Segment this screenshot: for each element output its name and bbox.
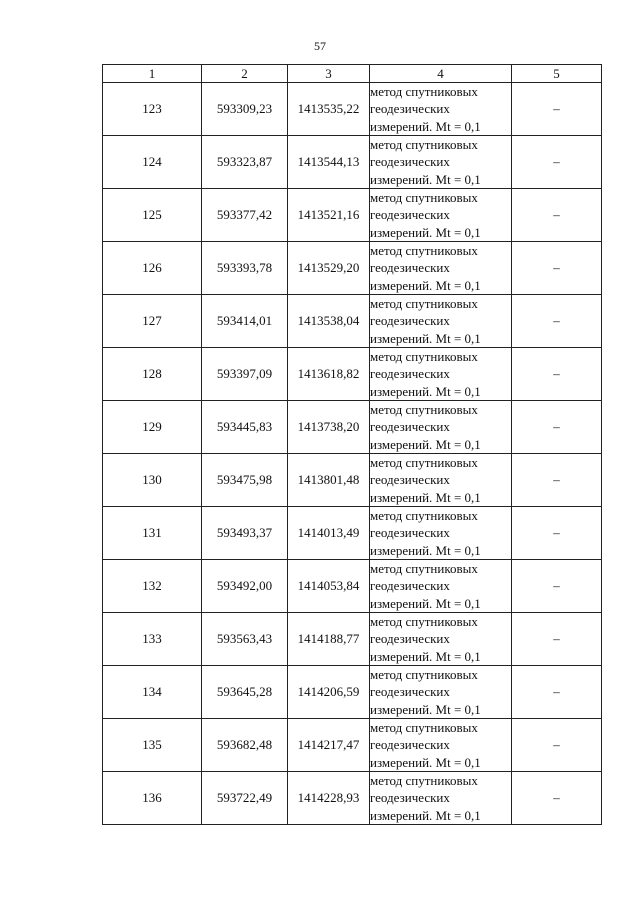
- x-coordinate-cell: 593323,87: [202, 136, 288, 189]
- table-row: [103, 719, 602, 772]
- table-row: [103, 83, 602, 136]
- note-cell: –: [512, 242, 602, 295]
- point-number-cell: 131: [103, 507, 202, 560]
- method-cell: [370, 295, 512, 348]
- method-text-line: метод спутниковых: [370, 190, 478, 206]
- x-coordinate-cell: 593682,48: [202, 719, 288, 772]
- table-row: [103, 507, 602, 560]
- note-cell: –: [512, 507, 602, 560]
- note-cell: –: [512, 454, 602, 507]
- method-text-line: метод спутниковых: [370, 614, 478, 630]
- x-coordinate-cell: 593493,37: [202, 507, 288, 560]
- column-header-2: 2: [202, 65, 288, 83]
- y-coordinate-cell: 1413618,82: [288, 348, 370, 401]
- point-number-cell: 135: [103, 719, 202, 772]
- x-coordinate-cell: 593397,09: [202, 348, 288, 401]
- method-text-line: измерений. Mt = 0,1: [370, 595, 481, 611]
- method-text-line: измерений. Mt = 0,1: [370, 383, 481, 399]
- x-coordinate-cell: 593445,83: [202, 401, 288, 454]
- method-text-line: геодезических: [370, 684, 450, 700]
- y-coordinate-cell: 1413738,20: [288, 401, 370, 454]
- note-cell: –: [512, 666, 602, 719]
- column-header-5: 5: [512, 65, 602, 83]
- method-text-line: измерений. Mt = 0,1: [370, 330, 481, 346]
- method-text-line: метод спутниковых: [370, 455, 478, 471]
- y-coordinate-cell: 1413521,16: [288, 189, 370, 242]
- table-row: [103, 136, 602, 189]
- method-text-line: метод спутниковых: [370, 296, 478, 312]
- method-cell: [370, 454, 512, 507]
- y-coordinate-cell: 1414217,47: [288, 719, 370, 772]
- method-text-line: измерений. Mt = 0,1: [370, 436, 481, 452]
- x-coordinate-cell: 593475,98: [202, 454, 288, 507]
- method-text-line: измерений. Mt = 0,1: [370, 118, 481, 134]
- method-text-line: измерений. Mt = 0,1: [370, 171, 481, 187]
- method-text-line: измерений. Mt = 0,1: [370, 277, 481, 293]
- column-header-4: 4: [370, 65, 512, 83]
- table-row: [103, 772, 602, 825]
- note-cell: –: [512, 719, 602, 772]
- method-cell: [370, 401, 512, 454]
- table-header-row: [103, 65, 602, 83]
- method-cell: [370, 83, 512, 136]
- point-number-cell: 132: [103, 560, 202, 613]
- note-cell: –: [512, 772, 602, 825]
- method-text-line: геодезических: [370, 419, 450, 435]
- point-number-cell: 125: [103, 189, 202, 242]
- x-coordinate-cell: 593393,78: [202, 242, 288, 295]
- x-coordinate-cell: 593309,23: [202, 83, 288, 136]
- method-text-line: измерений. Mt = 0,1: [370, 754, 481, 770]
- method-text-line: геодезических: [370, 154, 450, 170]
- method-text-line: метод спутниковых: [370, 349, 478, 365]
- method-text-line: геодезических: [370, 525, 450, 541]
- table-row: [103, 189, 602, 242]
- note-cell: –: [512, 295, 602, 348]
- method-cell: [370, 719, 512, 772]
- method-text-line: геодезических: [370, 578, 450, 594]
- y-coordinate-cell: 1414013,49: [288, 507, 370, 560]
- y-coordinate-cell: 1413544,13: [288, 136, 370, 189]
- coordinates-table: [102, 64, 602, 825]
- note-cell: –: [512, 189, 602, 242]
- note-cell: –: [512, 560, 602, 613]
- method-text-line: геодезических: [370, 101, 450, 117]
- method-cell: [370, 772, 512, 825]
- y-coordinate-cell: 1413535,22: [288, 83, 370, 136]
- method-cell: [370, 189, 512, 242]
- method-text-line: геодезических: [370, 472, 450, 488]
- page-number: 57: [314, 39, 326, 53]
- method-cell: [370, 136, 512, 189]
- method-cell: [370, 242, 512, 295]
- point-number-cell: 136: [103, 772, 202, 825]
- method-text-line: метод спутниковых: [370, 137, 478, 153]
- method-text-line: метод спутниковых: [370, 773, 478, 789]
- method-text-line: измерений. Mt = 0,1: [370, 489, 481, 505]
- x-coordinate-cell: 593563,43: [202, 613, 288, 666]
- note-cell: –: [512, 348, 602, 401]
- x-coordinate-cell: 593414,01: [202, 295, 288, 348]
- method-text-line: геодезических: [370, 790, 450, 806]
- table-body: [103, 83, 602, 825]
- method-text-line: метод спутниковых: [370, 561, 478, 577]
- point-number-cell: 130: [103, 454, 202, 507]
- y-coordinate-cell: 1414188,77: [288, 613, 370, 666]
- method-text-line: метод спутниковых: [370, 508, 478, 524]
- y-coordinate-cell: 1414206,59: [288, 666, 370, 719]
- y-coordinate-cell: 1413538,04: [288, 295, 370, 348]
- point-number-cell: 127: [103, 295, 202, 348]
- method-text-line: геодезических: [370, 737, 450, 753]
- y-coordinate-cell: 1414228,93: [288, 772, 370, 825]
- method-text-line: метод спутниковых: [370, 84, 478, 100]
- point-number-cell: 133: [103, 613, 202, 666]
- method-text-line: геодезических: [370, 207, 450, 223]
- method-text-line: метод спутниковых: [370, 402, 478, 418]
- point-number-cell: 134: [103, 666, 202, 719]
- table-row: [103, 401, 602, 454]
- table-row: [103, 613, 602, 666]
- point-number-cell: 128: [103, 348, 202, 401]
- column-header-1: 1: [103, 65, 202, 83]
- point-number-cell: 129: [103, 401, 202, 454]
- method-text-line: геодезических: [370, 366, 450, 382]
- method-text-line: метод спутниковых: [370, 667, 478, 683]
- x-coordinate-cell: 593645,28: [202, 666, 288, 719]
- method-text-line: измерений. Mt = 0,1: [370, 807, 481, 823]
- column-header-3: 3: [288, 65, 370, 83]
- method-text-line: метод спутниковых: [370, 720, 478, 736]
- method-text-line: измерений. Mt = 0,1: [370, 542, 481, 558]
- y-coordinate-cell: 1413529,20: [288, 242, 370, 295]
- table-row: [103, 242, 602, 295]
- method-text-line: геодезических: [370, 631, 450, 647]
- table-row: [103, 560, 602, 613]
- method-text-line: измерений. Mt = 0,1: [370, 648, 481, 664]
- method-cell: [370, 613, 512, 666]
- note-cell: –: [512, 401, 602, 454]
- method-text-line: геодезических: [370, 313, 450, 329]
- point-number-cell: 124: [103, 136, 202, 189]
- note-cell: –: [512, 83, 602, 136]
- method-cell: [370, 560, 512, 613]
- table-row: [103, 454, 602, 507]
- method-cell: [370, 507, 512, 560]
- method-text-line: измерений. Mt = 0,1: [370, 701, 481, 717]
- table-row: [103, 348, 602, 401]
- y-coordinate-cell: 1414053,84: [288, 560, 370, 613]
- table-row: [103, 295, 602, 348]
- method-cell: [370, 348, 512, 401]
- table-row: [103, 666, 602, 719]
- point-number-cell: 123: [103, 83, 202, 136]
- x-coordinate-cell: 593492,00: [202, 560, 288, 613]
- x-coordinate-cell: 593722,49: [202, 772, 288, 825]
- method-text-line: геодезических: [370, 260, 450, 276]
- method-cell: [370, 666, 512, 719]
- method-text-line: измерений. Mt = 0,1: [370, 224, 481, 240]
- y-coordinate-cell: 1413801,48: [288, 454, 370, 507]
- method-text-line: метод спутниковых: [370, 243, 478, 259]
- point-number-cell: 126: [103, 242, 202, 295]
- note-cell: –: [512, 136, 602, 189]
- note-cell: –: [512, 613, 602, 666]
- x-coordinate-cell: 593377,42: [202, 189, 288, 242]
